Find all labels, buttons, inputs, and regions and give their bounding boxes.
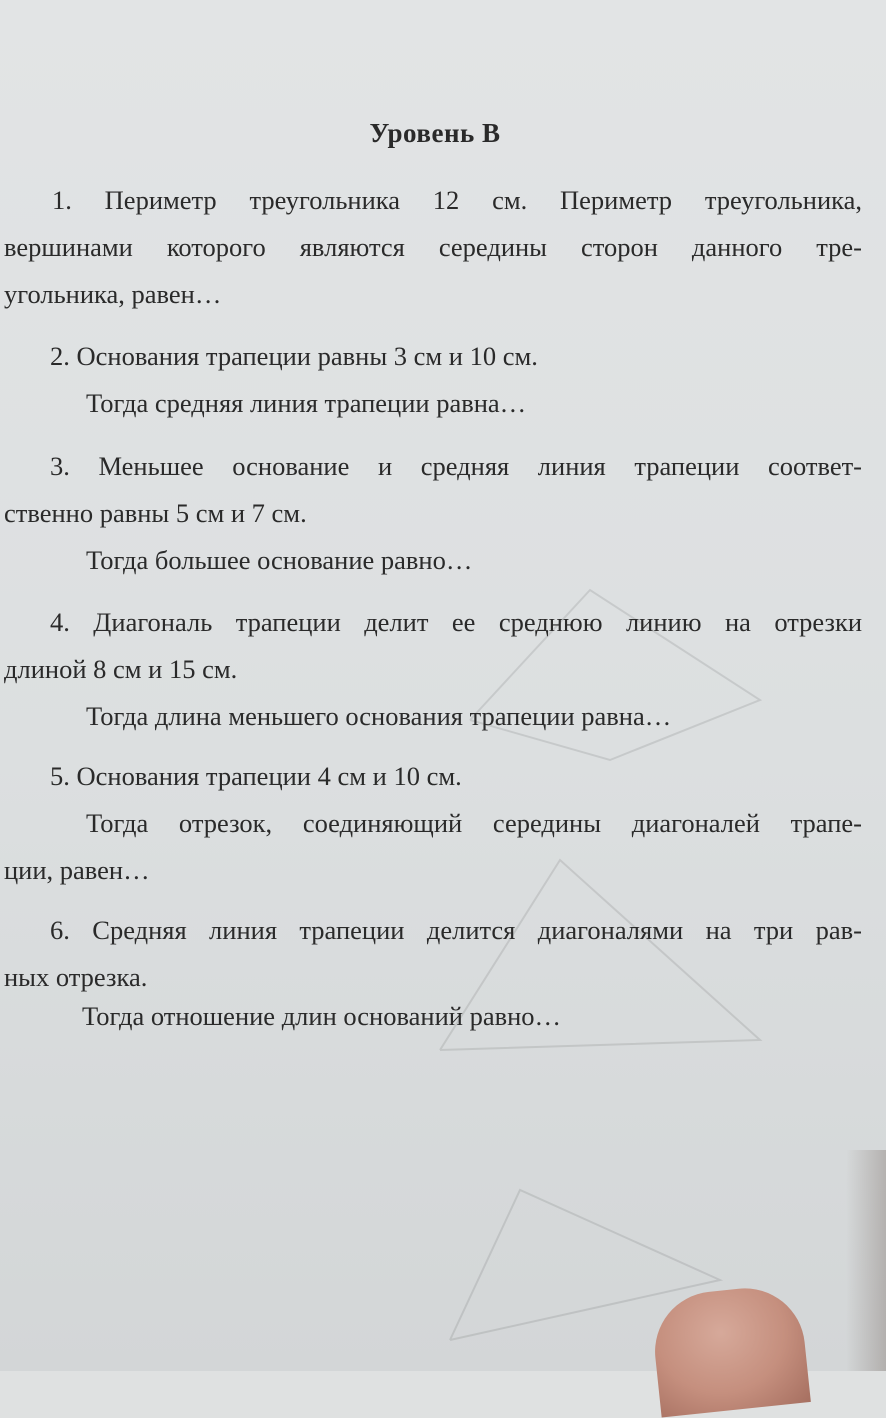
problem-5-line-2: Тогда отрезок, соединяющий середины диагоналей трапе-: [86, 808, 862, 838]
problem-5-line-1: 5. Основания трапеции 4 см и 10 см.: [50, 761, 462, 791]
problem-2-line-1: 2. Основания трапеции равны 3 см и 10 см.: [50, 341, 538, 371]
problem-1-line-1: 1. Периметр треугольника 12 см. Периметр треугольника,: [52, 185, 862, 215]
problem-4-line-3: Тогда длина меньшего основания трапеции равна…: [86, 701, 672, 731]
problem-2-line-2: Тогда средняя линия трапеции равна…: [86, 388, 527, 418]
problem-3-line-2: ственно равны 5 см и 7 см.: [4, 498, 307, 528]
problem-6-line-1: 6. Средняя линия трапеции делится диагоналями на три рав-: [50, 915, 862, 945]
problem-4-line-1: 4. Диагональ трапеции делит ее среднюю линию на отрезки: [50, 607, 862, 637]
problem-6-line-3: Тогда отношение длин оснований равно…: [82, 1001, 562, 1031]
problem-1-line-2: вершинами которого являются середины сторон данного тре-: [4, 232, 862, 262]
page-title: Уровень В: [369, 118, 501, 148]
problem-4-line-2: длиной 8 см и 15 см.: [4, 654, 238, 684]
problem-1-line-3: угольника, равен…: [4, 279, 222, 309]
page-edge-shadow: [846, 1150, 886, 1371]
thumb: [649, 1282, 811, 1417]
problem-5-line-3: ции, равен…: [4, 855, 150, 885]
problem-3-line-3: Тогда большее основание равно…: [86, 545, 473, 575]
problem-6-line-2: ных отрезка.: [4, 962, 148, 992]
problem-3-line-1: 3. Меньшее основание и средняя линия трапеции соответ-: [50, 451, 862, 481]
